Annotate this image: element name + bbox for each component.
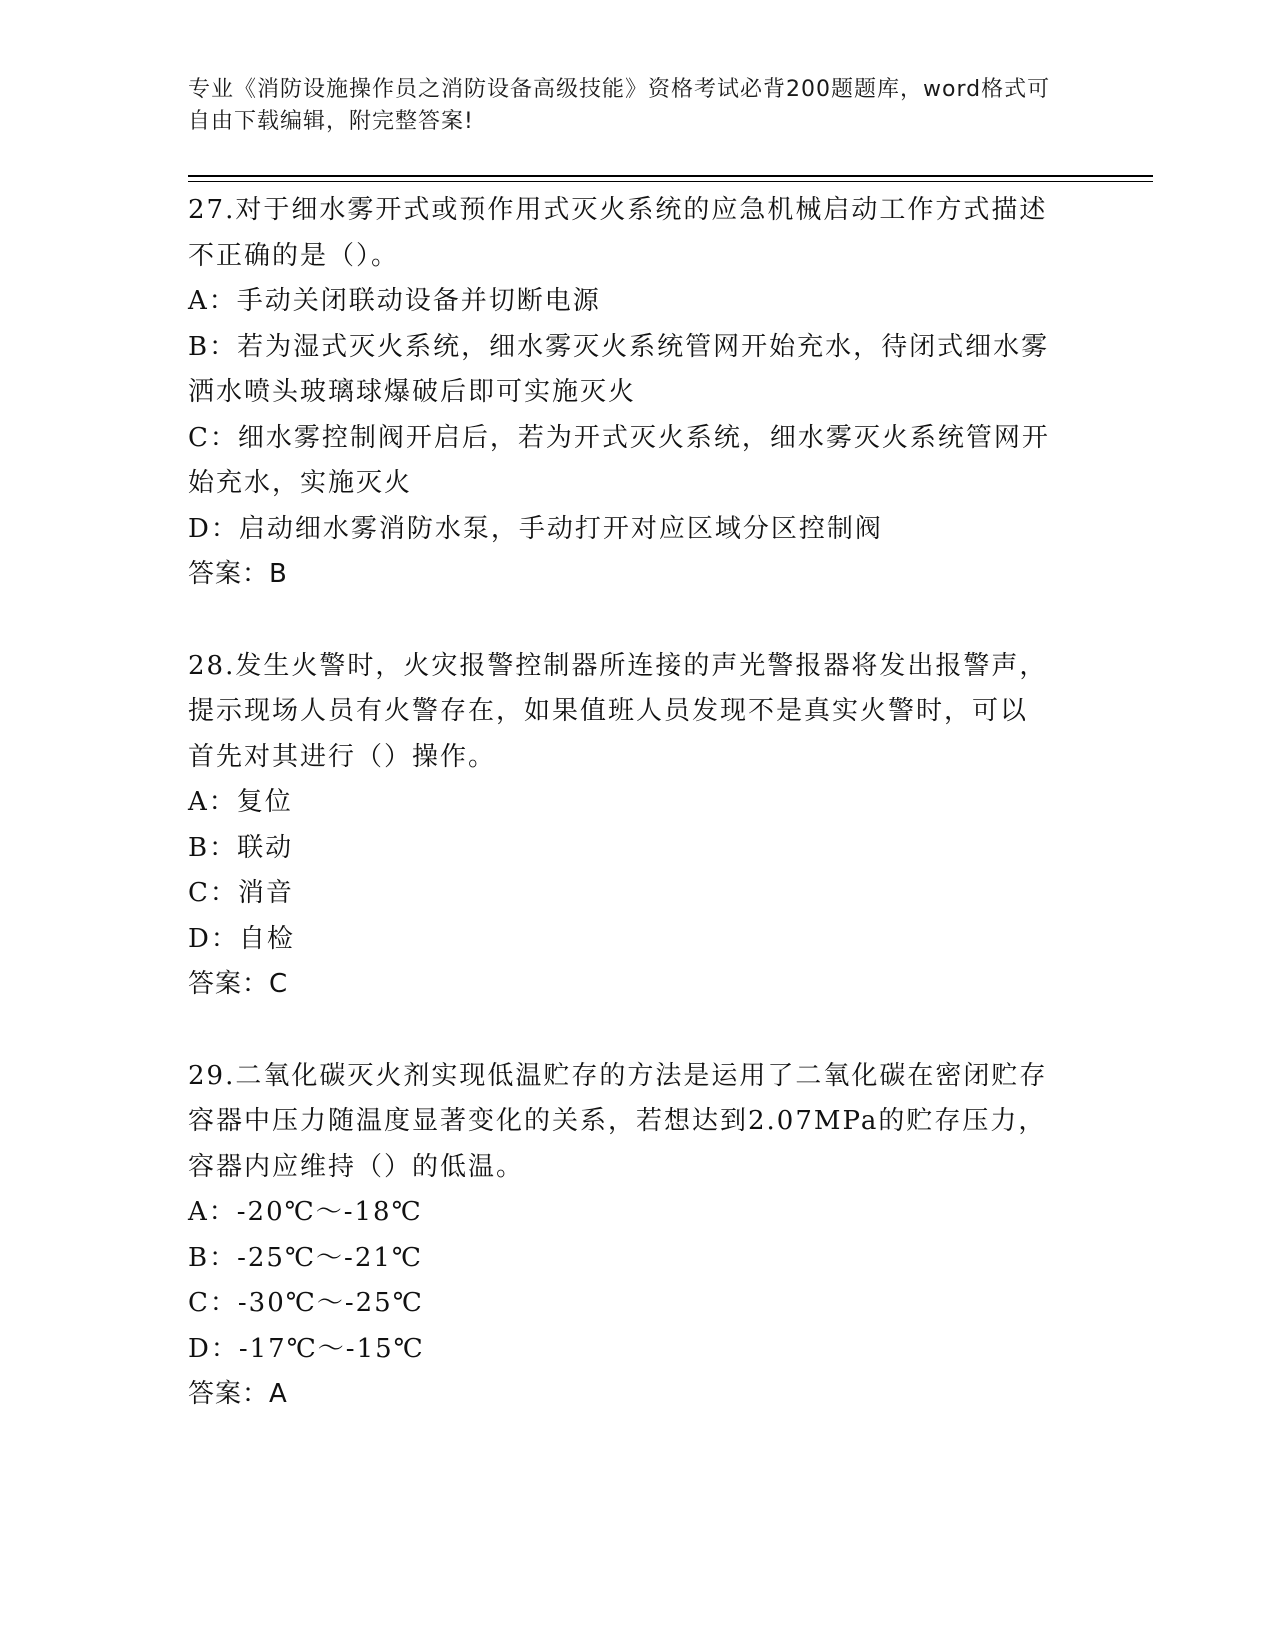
option-line: D：启动细水雾消防水泵，手动打开对应区域分区控制阀 <box>188 513 883 544</box>
option-line: A：复位 <box>188 787 293 817</box>
stem-line: 28.发生火警时，火灾报警控制器所连接的声光警报器将发出报警声， <box>188 650 1048 681</box>
stem-line: 不正确的是（）。 <box>188 240 400 271</box>
option-b <box>188 1236 1088 1282</box>
option-c <box>188 871 1088 917</box>
question-27 <box>188 188 1088 598</box>
question-stem <box>188 1054 1088 1191</box>
stem-line: 容器内应维持（）的低温。 <box>188 1151 525 1182</box>
header-rule-thick <box>188 175 1153 177</box>
option-c <box>188 1281 1088 1327</box>
stem-line: 27.对于细水雾开式或预作用式灭火系统的应急机械启动工作方式描述 <box>188 195 1048 225</box>
option-line: D：-17℃～-15℃ <box>188 1333 425 1364</box>
option-line: B：-25℃～-21℃ <box>188 1242 424 1273</box>
option-c <box>188 416 1088 507</box>
option-a <box>188 780 1088 826</box>
header-rule-thin <box>188 181 1153 182</box>
option-a <box>188 279 1088 325</box>
option-line: 洒水喷头玻璃球爆破后即可实施灭火 <box>188 377 637 407</box>
question-stem <box>188 188 1088 279</box>
option-line: 始充水，实施灭火 <box>188 468 413 498</box>
answer-label: 答案：A <box>188 1379 288 1409</box>
question-28 <box>188 644 1088 1008</box>
option-d <box>188 507 1088 553</box>
option-line: A：-20℃～-18℃ <box>188 1197 423 1227</box>
option-line: D：自检 <box>188 923 295 954</box>
option-a <box>188 1190 1088 1236</box>
answer-label: 答案：B <box>188 559 288 589</box>
stem-line: 容器中压力随温度显著变化的关系，若想达到2.07MPa的贮存压力， <box>188 1106 1047 1136</box>
option-line: C：-30℃～-25℃ <box>188 1288 424 1318</box>
question-29 <box>188 1054 1088 1418</box>
option-line: B：若为湿式灭火系统，细水雾灭火系统管网开始充水，待闭式细水雾 <box>188 331 1050 362</box>
stem-line: 29.二氧化碳灭火剂实现低温贮存的方法是运用了二氧化碳在密闭贮存 <box>188 1060 1048 1091</box>
question-stem <box>188 644 1088 781</box>
stem-line: 提示现场人员有火警存在，如果值班人员发现不是真实火警时，可以 <box>188 696 1029 726</box>
option-line: C：细水雾控制阀开启后，若为开式灭火系统，细水雾灭火系统管网开 <box>188 422 1050 453</box>
option-line: B：联动 <box>188 832 294 863</box>
document-header: 专业《消防设施操作员之消防设备高级技能》资格考试必背200题题库，word格式可自由下载编辑，附完整答案! <box>188 77 1051 134</box>
question-list <box>188 188 1088 1464</box>
option-line: A：手动关闭联动设备并切断电源 <box>188 286 601 316</box>
option-b <box>188 826 1088 872</box>
option-line: C：消音 <box>188 878 294 908</box>
option-d <box>188 917 1088 963</box>
answer-label: 答案：C <box>188 969 289 999</box>
option-b <box>188 325 1088 416</box>
option-d <box>188 1327 1088 1373</box>
stem-line: 首先对其进行（）操作。 <box>188 741 497 772</box>
